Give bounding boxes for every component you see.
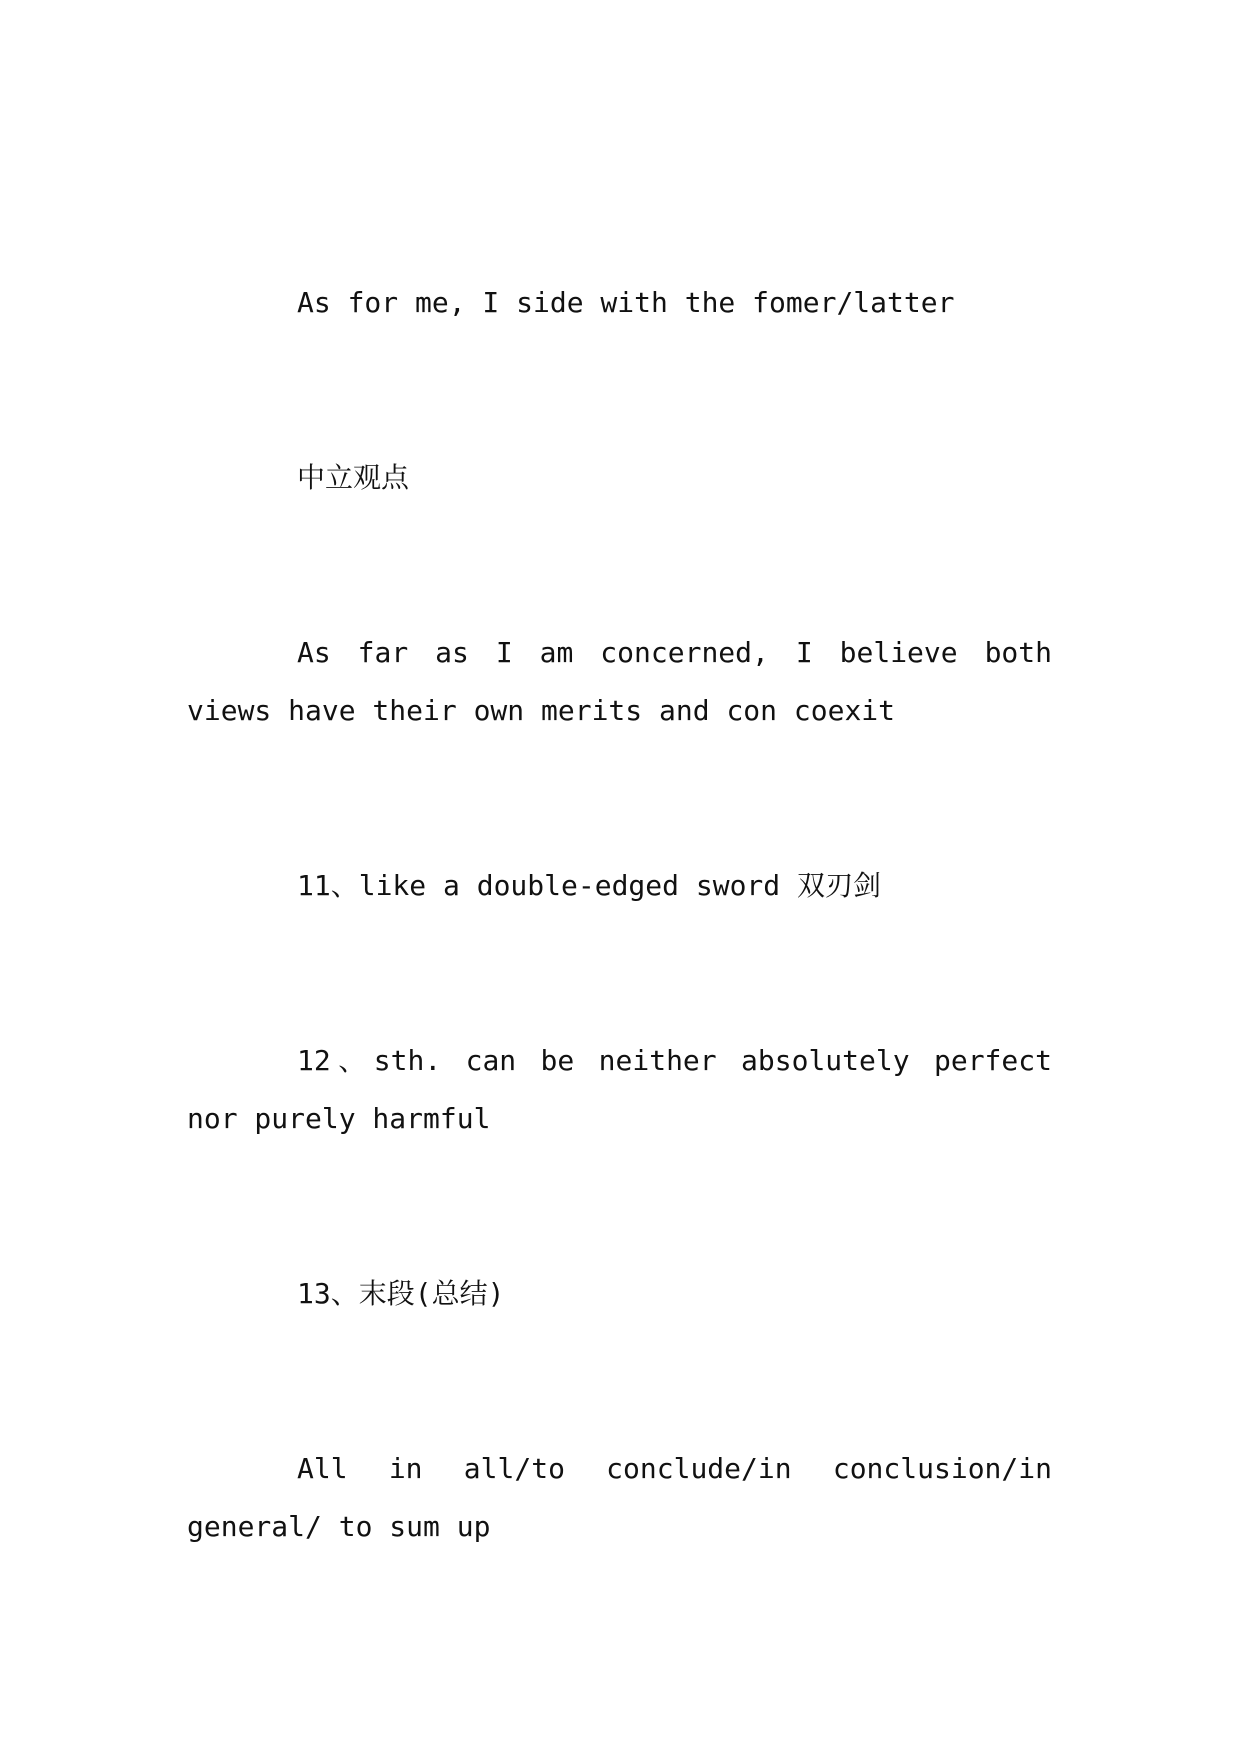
paragraph-side-with: As for me, I side with the fomer/latter (297, 286, 955, 319)
paragraph-conclusion-phrases: All in all/to conclude/in conclusion/in general/ to sum up (187, 1452, 1052, 1543)
paragraph-item-12: 12、sth. can be neither absolutely perfect nor purely harmful (187, 1044, 1052, 1135)
paragraph-item-11: 11、like a double-edged sword 双刃剑 (297, 869, 882, 902)
paragraph-as-far-as: As far as I am concerned, I believe both views have their own merits and con coexit (187, 636, 1052, 727)
paragraph-neutral-heading: 中立观点 (297, 461, 410, 494)
paragraph-item-13: 13、末段(总结) (297, 1277, 505, 1310)
